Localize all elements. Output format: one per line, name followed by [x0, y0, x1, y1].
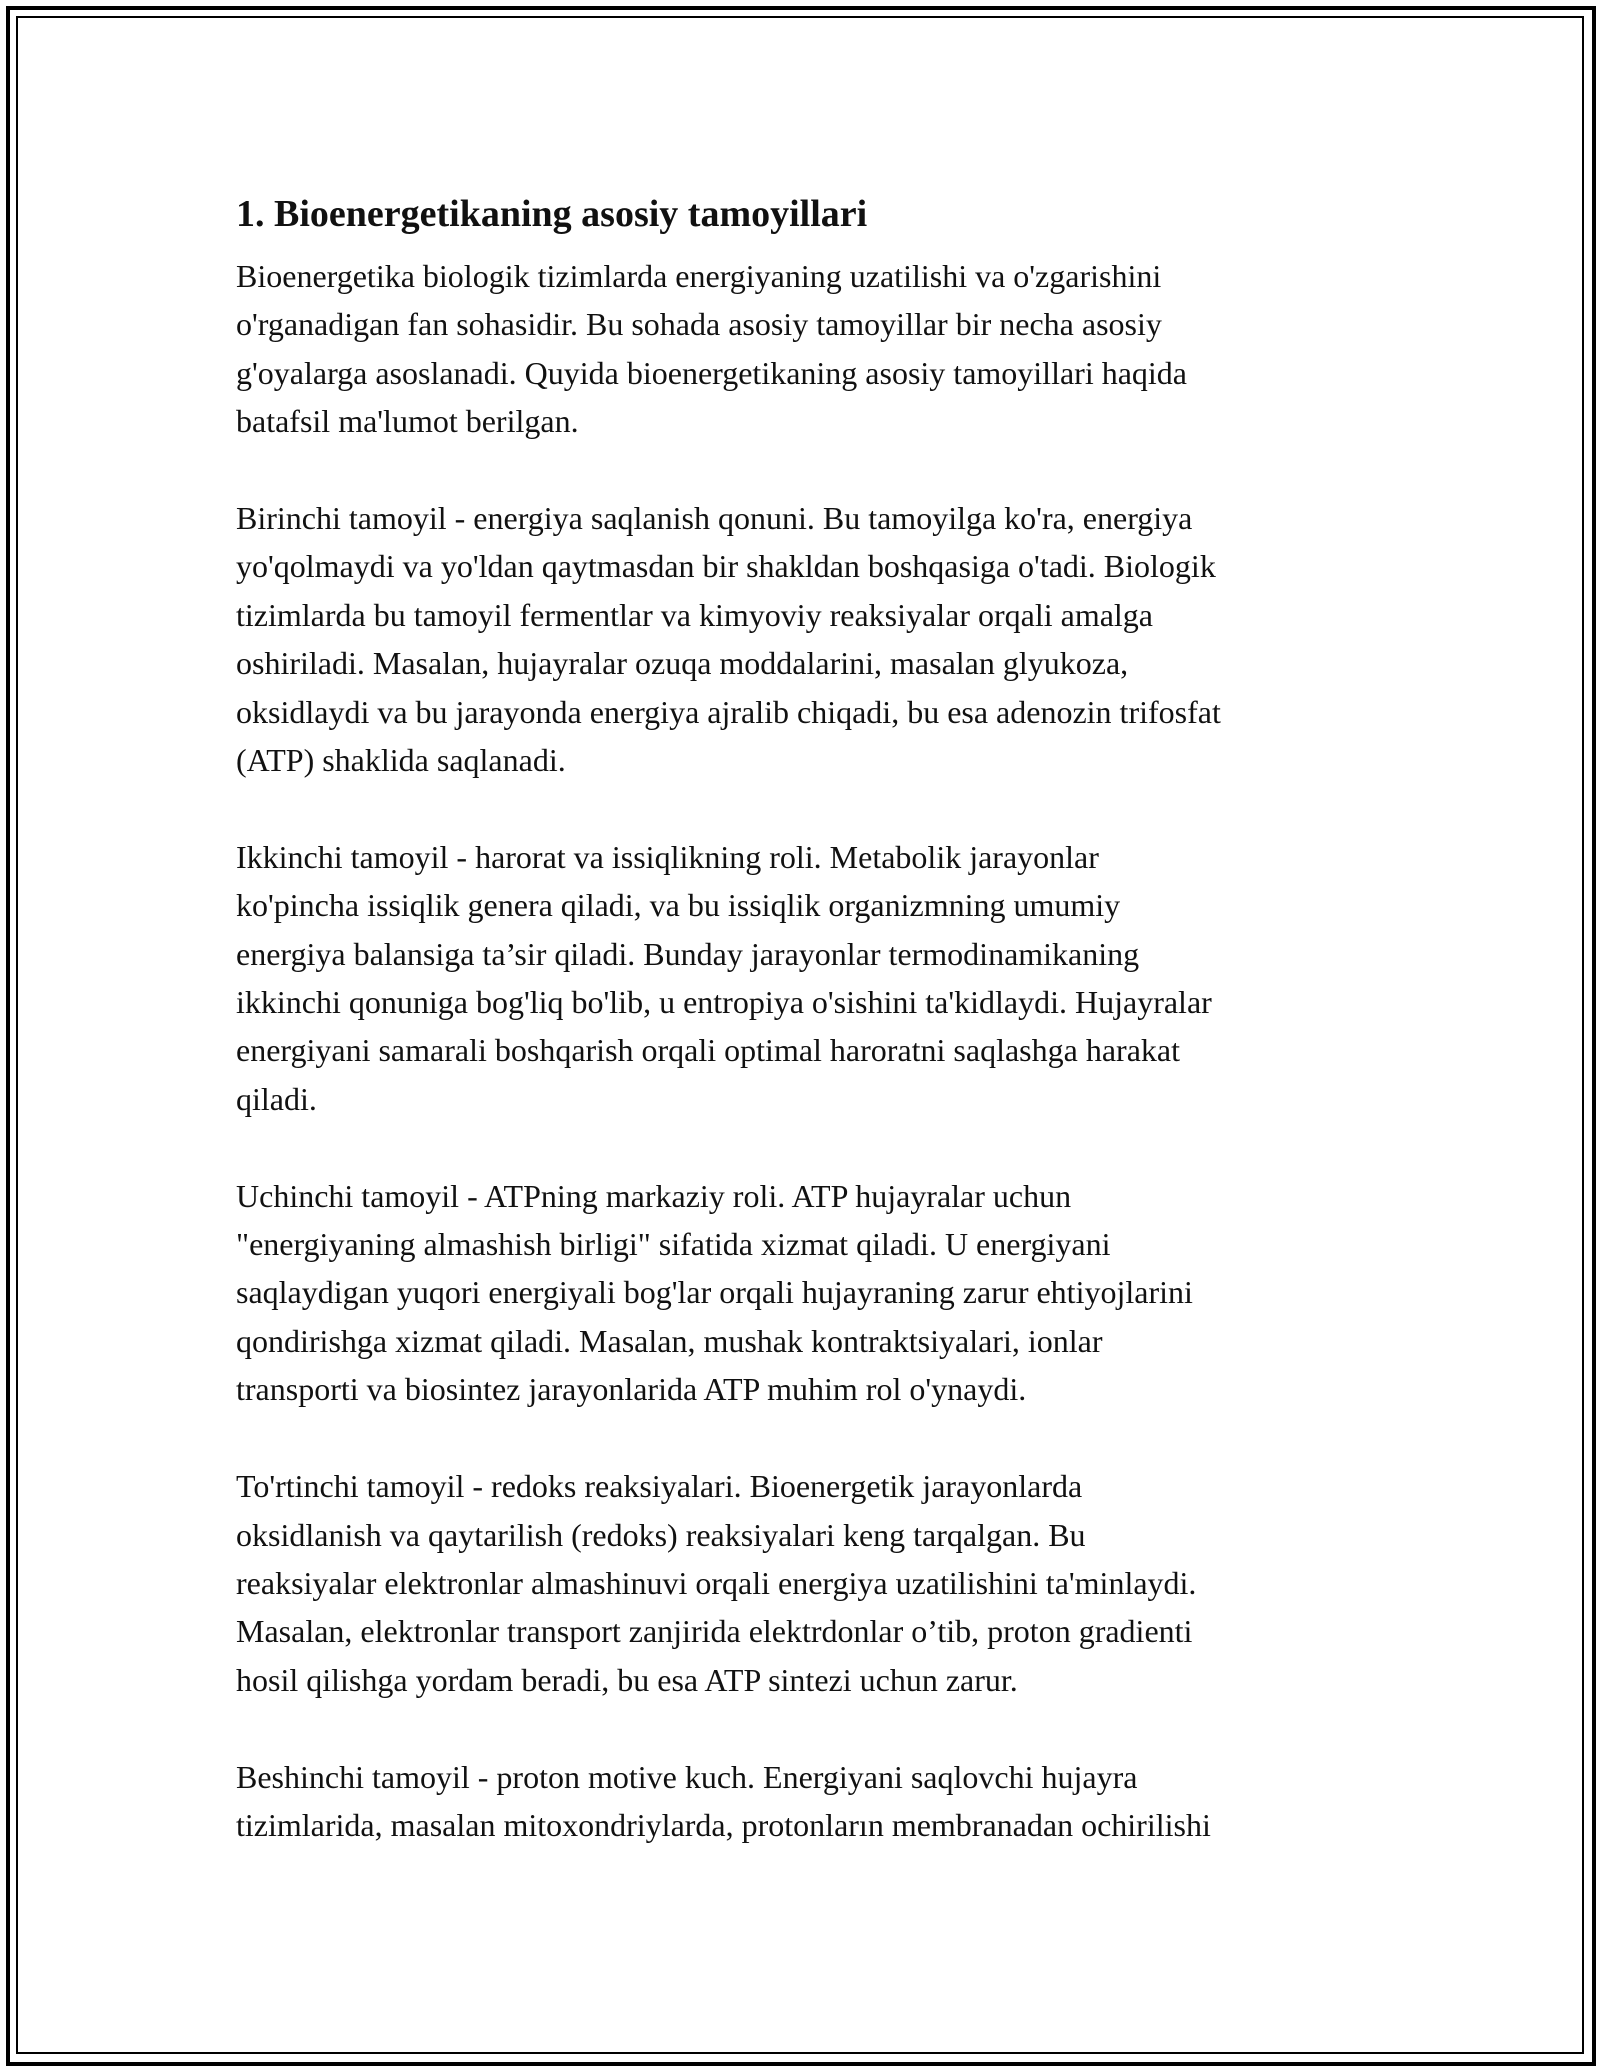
text-line: oksidlanish va qaytarilish (redoks) reaksiyalari keng tarqalgan. Bu: [236, 1516, 1086, 1553]
text-line: energiya balansiga ta’sir qiladi. Bunday jarayonlar termodinamikaning: [236, 935, 1140, 972]
text-line: oksidlaydi va bu jarayonda energiya ajralib chiqadi, bu esa adenozin trifosfat: [236, 693, 1221, 730]
section-heading: 1. Bioenergetikaning asosiy tamoyillari: [236, 193, 868, 235]
text-line: (ATP) shaklida saqlanadi.: [236, 742, 566, 779]
text-line: reaksiyalar elektronlar almashinuvi orqali energiya uzatilishini ta'minlaydi.: [236, 1564, 1197, 1601]
text-line: energiyani samarali boshqarish orqali optimal haroratni saqlashga harakat: [236, 1032, 1180, 1069]
text-line: saqlaydigan yuqori energiyali bog'lar orqali hujayraning zarur ehtiyojlarini: [236, 1274, 1193, 1311]
paragraph-principle-1: [236, 494, 1376, 784]
text-line: tizimlarda bu tamoyil fermentlar va kimyoviy reaksiyalar orqali amalga: [236, 596, 1153, 633]
paragraph-principle-3: [236, 1172, 1376, 1414]
text-line: oshiriladi. Masalan, hujayralar ozuqa moddalarini, masalan glyukoza,: [236, 645, 1129, 682]
paragraph-principle-4: [236, 1462, 1376, 1704]
text-line: Uchinchi tamoyil - ATPning markaziy roli. ATP hujayralar uchun: [236, 1177, 1072, 1214]
text-line: Masalan, elektronlar transport zanjirida elektrdonlar o’tib, proton gradienti: [236, 1613, 1193, 1650]
text-line: o'rganadigan fan sohasidir. Bu sohada asosiy tamoyillar bir necha asosiy: [236, 306, 1162, 343]
paragraph-principle-5: [236, 1753, 1376, 1850]
paragraph-intro: [236, 252, 1376, 446]
text-line: "energiyaning almashish birligi" sifatida xizmat qiladi. U energiyani: [236, 1226, 1111, 1263]
text-line: qiladi.: [236, 1080, 317, 1117]
text-line: transporti va biosintez jarayonlarida ATP muhim rol o'ynaydi.: [236, 1371, 1027, 1408]
text-line: yo'qolmaydi va yo'ldan qaytmasdan bir shakldan boshqasiga o'tadi. Biologik: [236, 548, 1216, 585]
text-line: ko'pincha issiqlik genera qiladi, va bu issiqlik organizmning umumiy: [236, 887, 1121, 924]
text-line: tizimlarida, masalan mitoxondriylarda, protonların membranadan ochirilishi: [236, 1806, 1211, 1843]
text-line: Ikkinchi tamoyil - harorat va issiqlikning roli. Metabolik jarayonlar: [236, 838, 1099, 875]
document-body: [236, 186, 1376, 1898]
text-line: ikkinchi qonuniga bog'liq bo'lib, u entropiya o'sishini ta'kidlaydi. Hujayralar: [236, 984, 1212, 1021]
text-line: g'oyalarga asoslanadi. Quyida bioenergetikaning asosiy tamoyillari haqida: [236, 354, 1187, 391]
text-line: batafsil ma'lumot berilgan.: [236, 403, 579, 440]
text-line: Birinchi tamoyil - energiya saqlanish qonuni. Bu tamoyilga ko'ra, energiya: [236, 500, 1193, 537]
text-line: To'rtinchi tamoyil - redoks reaksiyalari. Bioenergetik jarayonlarda: [236, 1468, 1083, 1505]
text-line: hosil qilishga yordam beradi, bu esa ATP sintezi uchun zarur.: [236, 1661, 1018, 1698]
paragraph-principle-2: [236, 833, 1376, 1123]
text-line: Bioenergetika biologik tizimlarda energiyaning uzatilishi va o'zgarishini: [236, 258, 1162, 294]
text-line: qondirishga xizmat qiladi. Masalan, mushak kontraktsiyalari, ionlar: [236, 1322, 1103, 1359]
text-line: Beshinchi tamoyil - proton motive kuch. Energiyani saqlovchi hujayra: [236, 1758, 1138, 1795]
